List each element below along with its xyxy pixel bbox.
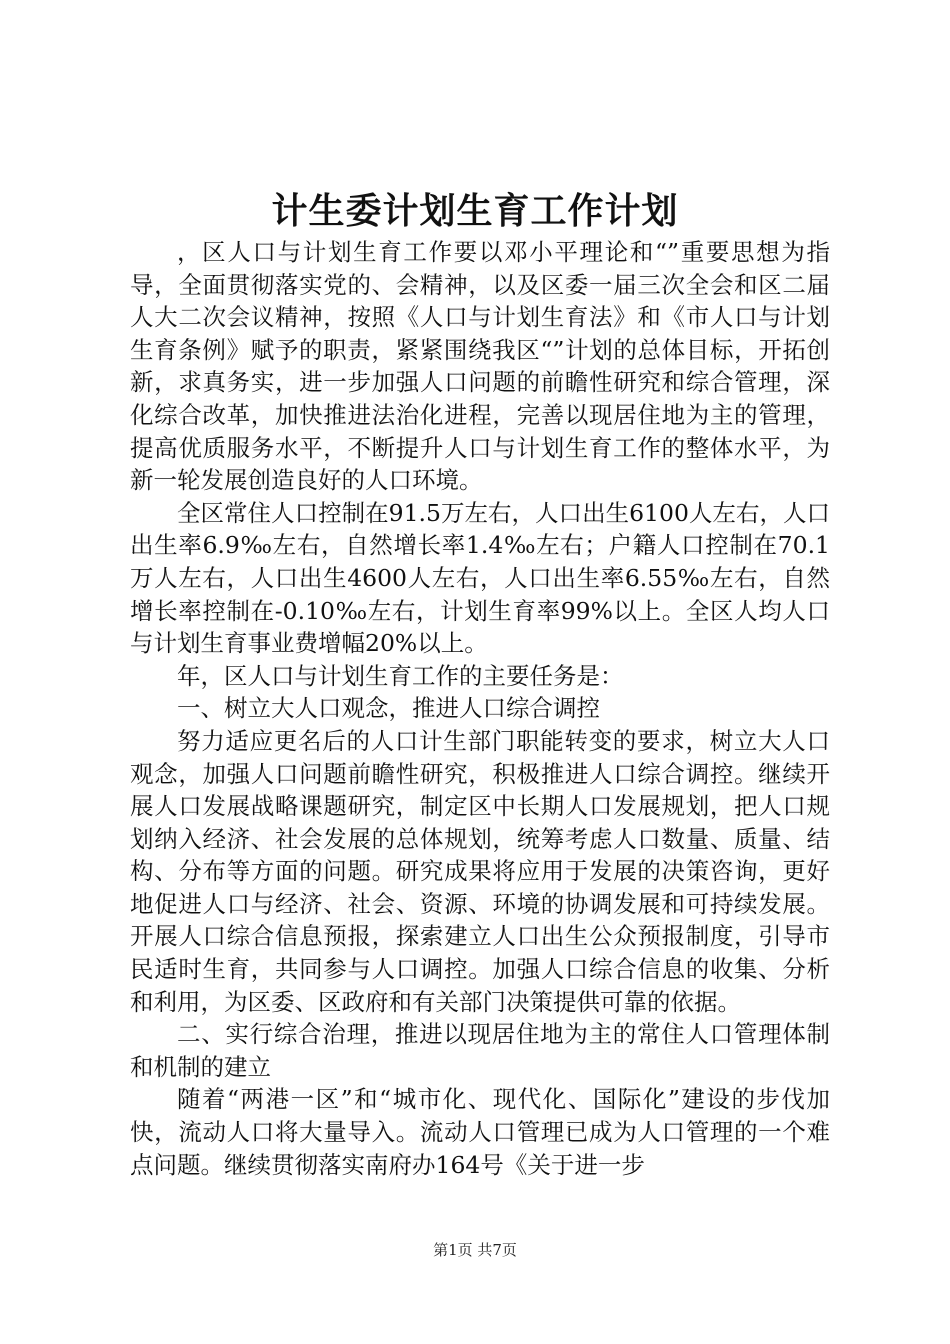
page-number-footer: 第1页 共7页	[433, 1241, 517, 1259]
paragraph-main-tasks: 年，区人口与计划生育工作的主要任务是：	[177, 661, 624, 690]
paragraph-targets: 全区常住人口控制在91.5万左右，人口出生6100人左右，人口出生率6.9‰左右，自然增长率1.4‰左右；户籍人口控制在70.1万人左右，人口出生4600人左右，人口出生率6.55‰左右，自然增长率控制在-0.10‰左右，计划生育率99%以上。全区人均人口与计划生育事业费增幅20%以上。	[130, 498, 830, 658]
document-title: 计生委计划生育工作计划	[271, 190, 679, 232]
section-heading-1: 一、树立大人口观念，推进人口综合调控	[177, 694, 600, 723]
document-body	[130, 236, 830, 1181]
paragraph-intro: ，区人口与计划生育工作要以邓小平理论和“”重要思想为指导，全面贯彻落实党的、会精神，以及区委一届三次全会和区二届人大二次会议精神，按照《人口与计划生育法》和《市人口与计划生育条例》赋予的职责，紧紧围绕我区“”计划的总体目标，开拓创新，求真务实，进一步加强人口问题的前瞻性研究和综合管理，深化综合改革，加快推进法治化进程，完善以现居住地为主的管理，提高优质服务水平，不断提升人口与计划生育工作的整体水平，为新一轮发展创造良好的人口环境。	[130, 238, 830, 495]
section-heading-2: 二、实行综合治理，推进以现居住地为主的常住人口管理体制和机制的建立	[130, 1020, 830, 1081]
paragraph-section-1: 努力适应更名后的人口计生部门职能转变的要求，树立大人口观念，加强人口问题前瞻性研究，积极推进人口综合调控。继续开展人口发展战略课题研究，制定区中长期人口发展规划，把人口规划纳入经济、社会发展的总体规划，统筹考虑人口数量、质量、结构、分布等方面的问题。研究成果将应用于发展的决策咨询，更好地促进人口与经济、社会、资源、环境的协调发展和可持续发展。开展人口综合信息预报，探索建立人口出生公众预报制度，引导市民适时生育，共同参与人口调控。加强人口综合信息的收集、分析和利用，为区委、区政府和有关部门决策提供可靠的依据。	[130, 726, 830, 1016]
paragraph-section-2: 随着“两港一区”和“城市化、现代化、国际化”建设的步伐加快，流动人口将大量导入。流动人口管理已成为人口管理的一个难点问题。继续贯彻落实南府办164号《关于进一步	[130, 1085, 830, 1179]
